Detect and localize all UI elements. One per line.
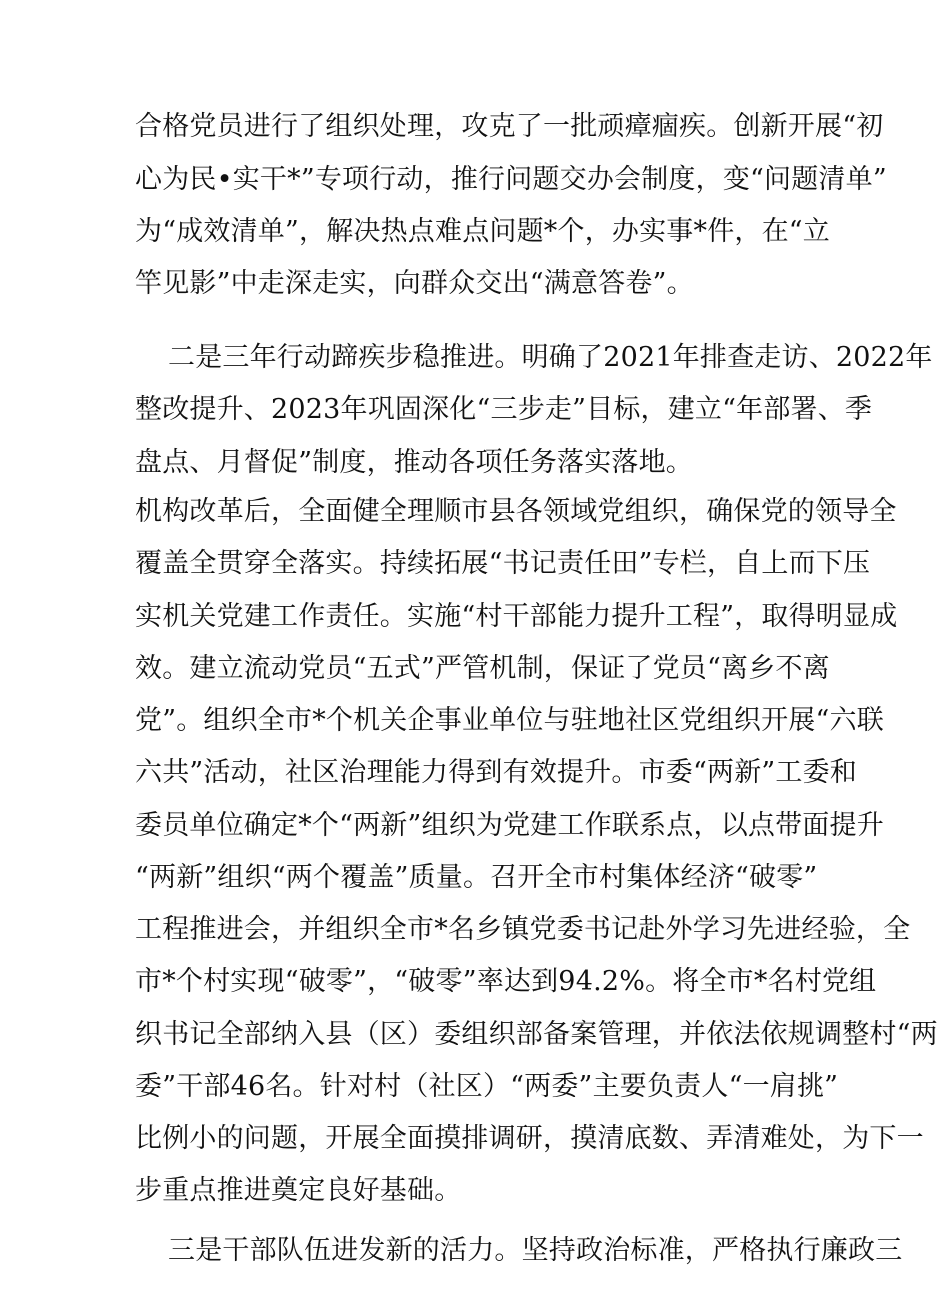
text-line: 心为民•实干*”专项行动，推行问题交办会制度，变“问题清单” [135, 164, 887, 195]
text-line: 比例小的问题，开展全面摸排调研，摸清底数、弄清难处，为下一 [135, 1123, 924, 1154]
text-line: 效。建立流动党员“五式”严管机制，保证了党员“离乡不离 [135, 653, 830, 684]
text-line: 盘点、月督促”制度，推动各项任务落实落地。 [135, 447, 694, 478]
text-line: 竿见影”中走深走实，向群众交出“满意答卷”。 [135, 268, 694, 299]
text-line: 实机关党建工作责任。实施“村干部能力提升工程”，取得明显成 [135, 601, 898, 632]
text-line: 工程推进会，并组织全市*名乡镇党委书记赴外学习先进经验，全 [135, 914, 911, 945]
text-line: “两新”组织“两个覆盖”质量。召开全市村集体经济“破零” [135, 862, 818, 893]
text-line: 六共”活动，社区治理能力得到有效提升。市委“两新”工委和 [135, 757, 858, 788]
text-line: 步重点推进奠定良好基础。 [135, 1175, 462, 1206]
text-line: 为“成效清单”，解决热点难点问题*个，办实事*件，在“立 [135, 216, 831, 247]
text-line: 机构改革后，全面健全理顺市县各领域党组织，确保党的领导全 [135, 496, 897, 527]
text-line: 委”干部46名。针对村（社区）“两委”主要负责人“一肩挑” [135, 1071, 839, 1102]
text-line: 委员单位确定*个“两新”组织为党建工作联系点，以点带面提升 [135, 810, 884, 841]
text-line: 三是干部队伍进发新的活力。坚持政治标准，严格执行廉政三 [168, 1235, 903, 1266]
text-line: 市*个村实现“破零”，“破零”率达到94.2%。将全市*名村党组 [135, 966, 877, 997]
text-line: 覆盖全贯穿全落实。持续拓展“书记责任田”专栏，自上而下压 [135, 548, 871, 579]
text-line: 二是三年行动蹄疾步稳推进。明确了2021年排查走访、2022年 [168, 342, 933, 373]
text-line: 织书记全部纳入县（区）委组织部备案管理，并依法依规调整村“两 [135, 1019, 938, 1050]
text-line: 党”。组织全市*个机关企事业单位与驻地社区党组织开展“六联 [135, 705, 884, 736]
text-line: 整改提升、2023年巩固深化“三步走”目标，建立“年部署、季 [135, 394, 873, 425]
text-line: 合格党员进行了组织处理，攻克了一批顽瘴痼疾。创新开展“初 [135, 111, 884, 142]
